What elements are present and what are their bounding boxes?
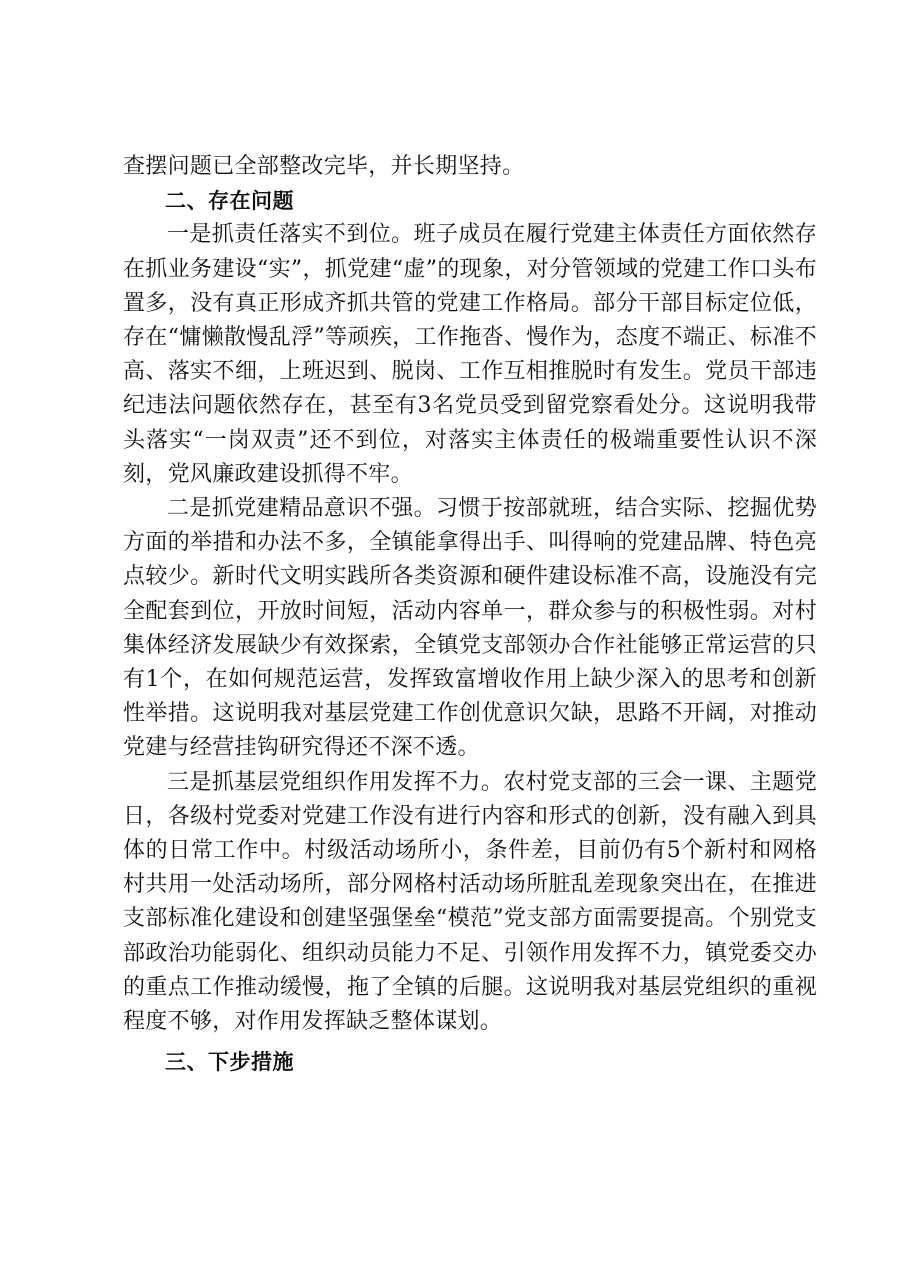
paragraph-responsibility: 一是抓责任落实不到位。班子成员在履行党建主体责任方面依然存在抓业务建设“实”，抓党建“虚”的现象，对分管领域的党建工作口头布置多，没有真正形成齐抓共管的党建工作格局。部分干部目标定位低，存在“慵懒散慢乱浮”等顽疾，工作拖沓、慢作为，态度不端正、标准不高、落实不细，上班迟到、脱岗、工作互相推脱时有发生。党员干部违纪违法问题依然存在，甚至有3名党员受到留党察看处分。这说明我带头落实“一岗双责”还不到位，对落实主体责任的极端重要性认识不深刻，党风廉政建设抓得不牢。 <box>123 222 817 487</box>
continuation-paragraph: 查摆问题已全部整改完毕，并长期坚持。 <box>123 154 525 179</box>
section-heading-next-steps: 三、下步措施 <box>165 1050 294 1075</box>
paragraph-grassroots-organization: 三是抓基层党组织作用发挥不力。农村党支部的三会一课、主题党日，各级村党委对党建工作没有进行内容和形式的创新，没有融入到具体的日常工作中。村级活动场所小，条件差，目前仍有5个新村和网格村共用一处活动场所，部分网格村活动场所脏乱差现象突出在，在推进支部标准化建设和创建坚强堡垒“模范”党支部方面需要提高。个别党支部政治功能弱化、组织动员能力不足、引领作用发挥不力，镇党委交办的重点工作推动缓慢，拖了全镇的后腿。这说明我对基层党组织的重视程度不够，对作用发挥缺乏整体谋划。 <box>123 769 817 1035</box>
section-heading-problems: 二、存在问题 <box>165 189 294 214</box>
paragraph-quality-awareness: 二是抓党建精品意识不强。习惯于按部就班，结合实际、挖掘优势方面的举措和办法不多，全镇能拿得出手、叫得响的党建品牌、特色亮点较少。新时代文明实践所各类资源和硬件建设标准不高，设施没有完全配套到位，开放时间短，活动内容单一，群众参与的积极性弱。对村集体经济发展缺少有效探索，全镇党支部领办合作社能够正常运营的只有1个，在如何规范运营，发挥致富增收作用上缺少深入的思考和创新性举措。这说明我对基层党建工作创优意识欠缺，思路不开阔，对推动党建与经营挂钩研究得还不深不透。 <box>123 496 817 761</box>
document-page <box>123 150 817 1079</box>
